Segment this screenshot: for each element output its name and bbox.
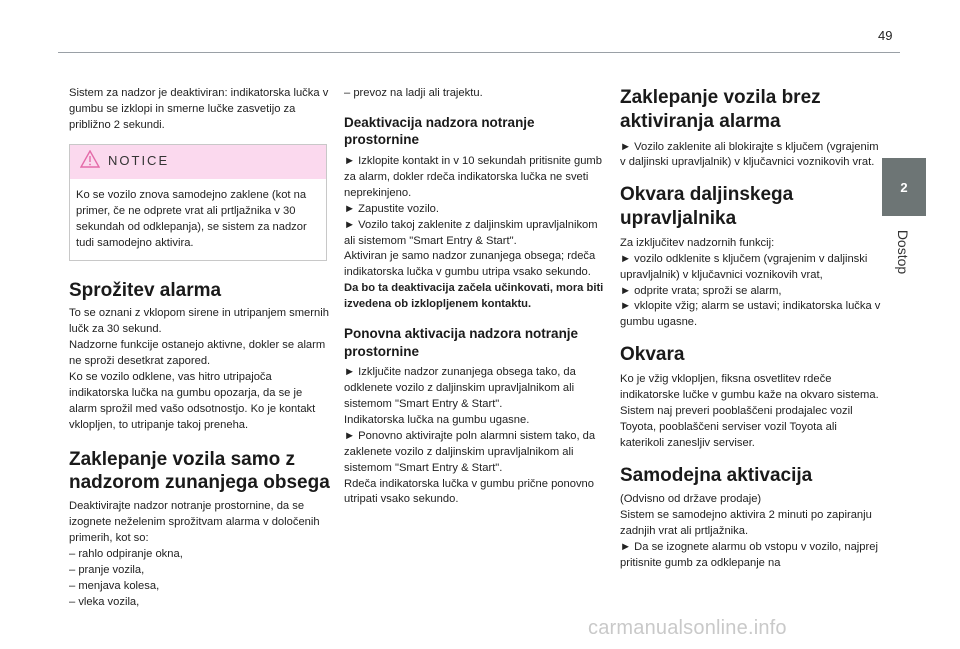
remote-text: Za izključitev nadzornih funkcij: <box>620 236 775 249</box>
notice-header <box>70 145 326 179</box>
react-text-1: Indikatorska lučka na gumbu ugasne. <box>344 413 530 426</box>
auto-step: ► Da se izognete alarmu ob vstopu v vozilo, najprej pritisnite gumb za odklepanje na <box>620 541 878 569</box>
exterior-list-item: – rahlo odpiranje okna, <box>69 547 183 560</box>
auto-text-1: (Odvisno od države prodaje) <box>620 493 762 506</box>
react-text-2: Rdeča indikatorska lučka v gumbu prične ponovno utripati vsako sekundo. <box>344 477 594 506</box>
exterior-list-item: – menjava kolesa, <box>69 579 160 592</box>
react-step-1: ► Izključite nadzor zunanjega obsega tako, da odklenete vozilo z daljinskim upravljalnikom ali sistemom "Smart Entry & Start". <box>344 366 576 410</box>
section-label <box>883 222 923 282</box>
heading-fault: Okvara <box>620 344 685 366</box>
warning-icon <box>80 150 100 174</box>
page-number: 49 <box>878 28 893 43</box>
exterior-text: Deaktivirajte nadzor notranje prostornine, da se izognete neželenim sprožitvam alarma v določenih primerih, kot so: <box>69 500 320 544</box>
remote-step-1: ► vozilo odklenite s ključem (vgrajenim v daljinski upravljalnik) v ključavnici voznikovih vrat, <box>620 252 868 281</box>
intro-text: Sistem za nadzor je deaktiviran: indikatorska lučka v gumbu se izklopi in smerne lučke zasvetijo za približno 2 sekundi. <box>69 87 329 131</box>
trigger-text-1: To se oznani z vklopom sirene in utripanjem smernih lučk za 30 sekund. <box>69 307 329 336</box>
remote-step-2: ► odprite vrata; sproži se alarm, <box>620 284 782 297</box>
deact-step-2: ► Zapustite vozilo. <box>344 202 440 215</box>
remote-step-3: ► vklopite vžig; alarm se ustavi; indikatorska lučka v gumbu ugasne. <box>620 300 881 329</box>
column-2 <box>344 86 606 508</box>
section-tab[interactable]: 2 <box>882 158 926 216</box>
heading-alarm-trigger: Sprožitev alarma <box>69 279 222 301</box>
heading-auto-activation: Samodejna aktivacija <box>620 464 813 486</box>
column-1 <box>69 86 331 611</box>
watermark: carmanualsonline.info <box>588 617 787 639</box>
heading-remote-fault: Okvara daljinskega upravljalnika <box>620 184 794 230</box>
deact-step-1: ► Izklopite kontakt in v 10 sekundah pritisnite gumb za alarm, dokler rdeča indikatorska lučka ne sveti neprekinjeno. <box>344 155 602 199</box>
column-3 <box>620 86 882 572</box>
deact-step-3: ► Vozilo takoj zaklenite z daljinskim upravljalnikom ali sistemom "Smart Entry & Start". <box>344 218 598 247</box>
list-continuation: – prevoz na ladji ali trajektu. <box>344 87 483 99</box>
fault-text-1: Ko je vžig vklopljen, fiksna osvetlitev rdeče indikatorske lučke v gumbu kaže na okvaro sistema. <box>620 373 879 401</box>
exterior-list-item: – vleka vozila, <box>69 595 140 608</box>
heading-deactivation: Deaktivacija nadzora notranje prostornine <box>344 114 535 148</box>
react-step-2: ► Ponovno aktivirajte poln alarmni sistem tako, da zaklenete vozilo z daljinskim upravljalnikom ali sistemom "Smart Entry & Start". <box>344 429 596 474</box>
trigger-text-3: Ko se vozilo odklene, vas hitro utripajoča indikatorska lučka na gumbu opozarja, da se je alarm sprožil med vašo odsotnostjo. Ko je kontakt vklopljen, to utripanje takoj preneha. <box>69 371 316 431</box>
lock-step: ► Vozilo zaklenite ali blokirajte s ključem (vgrajenim v daljinski upravljalnik) v ključavnici voznikovih vrat. <box>620 140 879 169</box>
heading-lock-without-alarm: Zaklepanje vozila brez aktiviranja alarma <box>620 87 821 132</box>
notice-box <box>69 144 327 261</box>
auto-text-2: Sistem se samodejno aktivira 2 minuti po zapiranju zadnjih vrat ali prtljažnika. <box>620 509 872 538</box>
heading-reactivation: Ponovna aktivacija nadzora notranje prostornine <box>344 326 579 359</box>
exterior-list-item: – pranje vozila, <box>69 563 145 576</box>
notice-title: NOTICE <box>108 153 170 169</box>
section-label-text: Dostop <box>895 229 911 275</box>
header-divider <box>58 52 900 53</box>
trigger-text-2: Nadzorne funkcije ostanejo aktivne, dokler se alarm ne sproži desetkrat zapored. <box>69 339 326 368</box>
fault-text-2: Sistem naj preveri pooblaščeni prodajalec vozil Toyota, pooblaščeni serviser vozil Toyota ali katerikoli zanesljiv serviser. <box>620 404 853 449</box>
notice-body: Ko se vozilo znova samodejno zaklene (kot na primer, če ne odprete vrat ali prtljažnika v 30 sekundah od odklepanja), se sistem za nadzor tudi samodejno aktivira. <box>76 188 307 250</box>
deact-text: Aktiviran je samo nadzor zunanjega obsega; rdeča indikatorska lučka v gumbu utripa vsako sekundo. <box>344 250 596 279</box>
deact-note: Da bo ta deaktivacija začela učinkovati, mora biti izvedena ob izklopljenem kontaktu. <box>344 282 604 311</box>
heading-exterior-lock: Zaklepanje vozila samo z nadzorom zunanjega obsega <box>69 448 330 494</box>
